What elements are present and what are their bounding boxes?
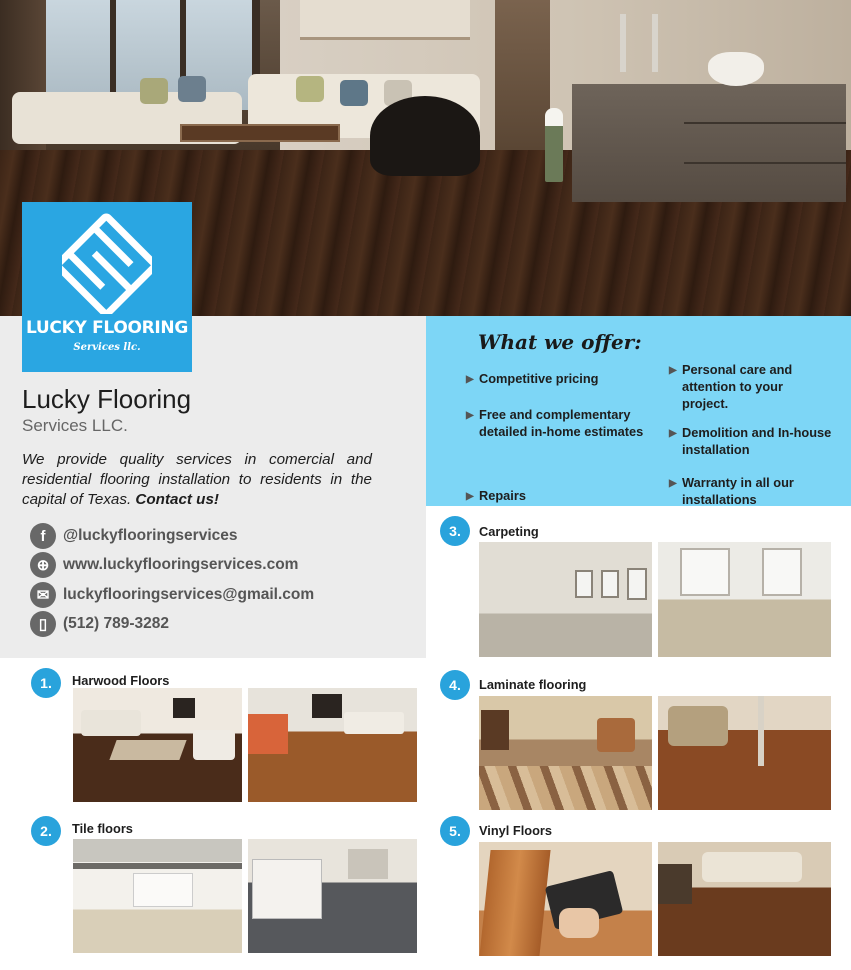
- globe-icon: ⊕: [30, 552, 56, 578]
- category-label-hardwood: Harwood Floors: [72, 673, 170, 688]
- company-subtitle: Services LLC.: [22, 416, 128, 435]
- hardwood-photo: [248, 688, 417, 802]
- facebook-icon: f: [30, 523, 56, 549]
- logo-brand-text: LUCKY FLOORING: [25, 318, 189, 338]
- vinyl-photo: [658, 842, 831, 956]
- vinyl-photo: [479, 842, 652, 956]
- phone-icon: ▯: [30, 611, 56, 637]
- category-label-vinyl: Vinyl Floors: [479, 823, 553, 838]
- arrow-right-icon: ▶: [669, 478, 677, 489]
- hardwood-photo: [73, 688, 242, 802]
- contact-facebook[interactable]: [30, 523, 238, 549]
- category-number: 5.: [440, 816, 470, 846]
- category-number: 3.: [440, 516, 470, 546]
- category-label-carpeting: Carpeting: [479, 524, 539, 539]
- carpeting-photo: [479, 542, 652, 657]
- arrow-right-icon: ▶: [466, 410, 474, 421]
- tile-photo: [248, 839, 417, 953]
- contact-phone[interactable]: [30, 611, 169, 637]
- arrow-right-icon: ▶: [466, 374, 474, 385]
- tile-photo: [73, 839, 242, 953]
- offer-title: What we offer:: [478, 330, 642, 354]
- logo-sub-text: Services llc.: [73, 342, 141, 353]
- category-number: 1.: [31, 668, 61, 698]
- email-address: luckyflooringservices@gmail.com: [63, 586, 315, 603]
- offer-item: ▶ Free and complementary detailed in-home estimates: [466, 407, 644, 439]
- offer-item: ▶ Warranty in all our installations: [669, 475, 794, 507]
- arrow-right-icon: ▶: [466, 491, 474, 502]
- phone-number: (512) 789-3282: [63, 615, 169, 632]
- about-paragraph: [22, 450, 372, 510]
- category-number: 4.: [440, 670, 470, 700]
- offer-item: ▶ Demolition and In-house installation: [669, 425, 832, 457]
- floor-planks-icon: [62, 208, 152, 314]
- about-text: We provide quality services in comercial and residential flooring installation to residents in the capital of Texas.: [22, 451, 372, 508]
- company-logo: [22, 202, 192, 372]
- laminate-photo: [479, 696, 652, 810]
- email-icon: ✉: [30, 582, 56, 608]
- category-number: 2.: [31, 816, 61, 846]
- contact-us-link[interactable]: Contact us!: [135, 491, 219, 508]
- facebook-handle: @luckyflooringservices: [63, 527, 238, 544]
- carpeting-photo: [658, 542, 831, 657]
- contact-website[interactable]: [30, 552, 298, 578]
- contact-email[interactable]: [30, 582, 314, 608]
- website-url: www.luckyflooringservices.com: [63, 556, 299, 573]
- company-name: Lucky Flooring: [22, 384, 192, 414]
- offer-item: ▶ Repairs: [466, 488, 526, 503]
- arrow-right-icon: ▶: [669, 428, 677, 439]
- category-label-tile: Tile floors: [72, 821, 133, 836]
- category-label-laminate: Laminate flooring: [479, 677, 587, 692]
- offer-item: ▶ Personal care and attention to your project.: [669, 362, 793, 411]
- arrow-right-icon: ▶: [669, 365, 677, 376]
- offer-item: ▶ Competitive pricing: [466, 371, 599, 386]
- laminate-photo: [658, 696, 831, 810]
